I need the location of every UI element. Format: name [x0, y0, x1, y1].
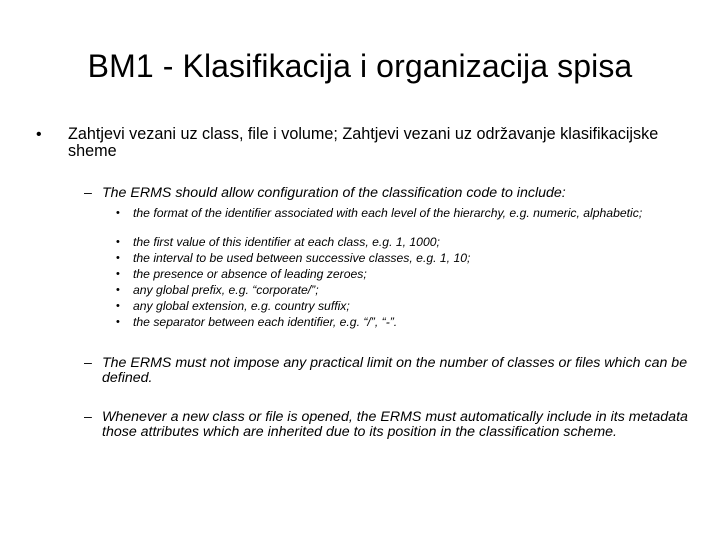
list-item-text: the interval to be used between successive classes, e.g. 1, 10; — [133, 251, 471, 265]
bullet-icon: • — [116, 252, 120, 264]
sub-point-text: The ERMS must not impose any practical limit on the number of classes or files which can be defined. — [102, 355, 688, 386]
list-item-text: the separator between each identifier, e.g. “/”, “-”. — [133, 315, 398, 329]
main-bullet-text: Zahtjevi vezani uz class, file i volume; Zahtjevi vezani uz održavanje klasifikacijske sheme — [68, 125, 659, 160]
dash-icon: – — [84, 355, 92, 371]
bullet-icon: • — [116, 316, 120, 328]
list-item-text: the first value of this identifier at each class, e.g. 1, 1000; — [133, 235, 440, 249]
dash-icon: – — [84, 185, 92, 201]
bullet-icon: • — [116, 236, 120, 248]
slide-title: BM1 - Klasifikacija i organizacija spisa — [87, 48, 633, 84]
bullet-icon: • — [36, 126, 42, 143]
list-item-text: the presence or absence of leading zeroes; — [133, 267, 367, 281]
list-item-text: any global prefix, e.g. “corporate/”; — [133, 283, 319, 297]
bullet-icon: • — [116, 284, 120, 296]
list-item-text: the format of the identifier associated with each level of the hierarchy, e.g. numeric, alphabetic; — [133, 206, 643, 220]
dash-icon: – — [84, 409, 92, 425]
sub-point-text: Whenever a new class or file is opened, the ERMS must automatically include in its metadata those attributes which are inherited due to its position in the classification scheme. — [102, 409, 688, 440]
list-item-text: any global extension, e.g. country suffix; — [133, 299, 350, 313]
sub-point-text: The ERMS should allow configuration of the classification code to include: — [102, 185, 566, 201]
bullet-icon: • — [116, 207, 120, 219]
bullet-icon: • — [116, 268, 120, 280]
bullet-icon: • — [116, 300, 120, 312]
